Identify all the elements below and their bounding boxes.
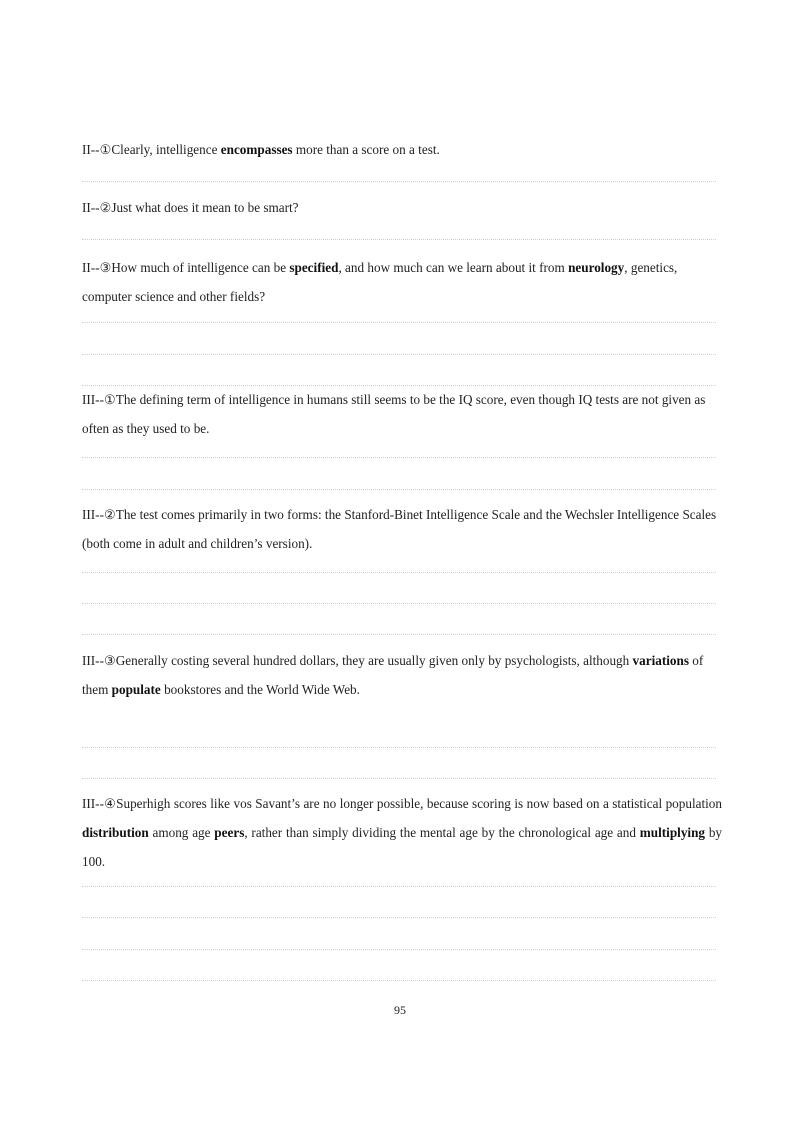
sentence-iii-3 [82,646,722,704]
key-term: specified [289,260,339,275]
sentence-text: of them [82,653,704,697]
answer-line [82,489,716,490]
answer-line [82,572,716,573]
answer-line [82,181,716,182]
page-number: 95 [394,1003,406,1017]
answer-line [82,980,716,981]
key-term: peers [214,825,245,840]
sentence-text: among age [148,825,215,840]
answer-line [82,747,716,748]
sentence-text: , genetics, computer science and other fields? [82,260,678,304]
answer-line [82,603,716,604]
sentence-text: III--①The defining term of intelligence in humans still seems to be the IQ score, even though IQ tests are not given as often as they used to be. [82,392,706,436]
sentence-text: , and how much can we learn about it from [338,260,569,275]
sentence-text: II--③How much of intelligence can be [82,260,290,275]
key-term: multiplying [639,825,706,840]
sentence-text: by 100. [82,825,723,869]
sentence-text: II--②Just what does it mean to be smart? [82,200,299,215]
answer-line [82,949,716,950]
sentence-iii-4 [82,789,722,876]
sentence-text: III--②The test comes primarily in two forms: the Stanford-Binet Intelligence Scale and the Wechsler Intelligence Scales (both come in adult and children’s version). [82,507,717,551]
sentence-iii-1 [82,385,722,443]
answer-line [82,886,716,887]
sentence-text: III--③Generally costing several hundred dollars, they are usually given only by psychologists, although [82,653,633,668]
answer-line [82,322,716,323]
sentence-iii-2 [82,500,722,558]
key-term: distribution [82,825,149,840]
key-term: encompasses [220,142,293,157]
answer-line [82,354,716,355]
answer-line [82,239,716,240]
sentence-ii-2 [82,193,722,222]
sentence-ii-3 [82,253,722,311]
sentence-text: , rather than simply dividing the mental age by the chronological age and [244,825,640,840]
key-term: variations [632,653,689,668]
answer-line [82,917,716,918]
answer-line [82,457,716,458]
answer-line [82,778,716,779]
key-term: populate [111,682,161,697]
sentence-text: II--①Clearly, intelligence [82,142,221,157]
sentence-text: more than a score on a test. [292,142,440,157]
key-term: neurology [568,260,625,275]
sentence-ii-1 [82,135,722,164]
sentence-text: III--④Superhigh scores like vos Savant’s are no longer possible, because scoring is now based on a statistical population [82,796,722,811]
sentence-text: bookstores and the World Wide Web. [160,682,360,697]
answer-line [82,634,716,635]
